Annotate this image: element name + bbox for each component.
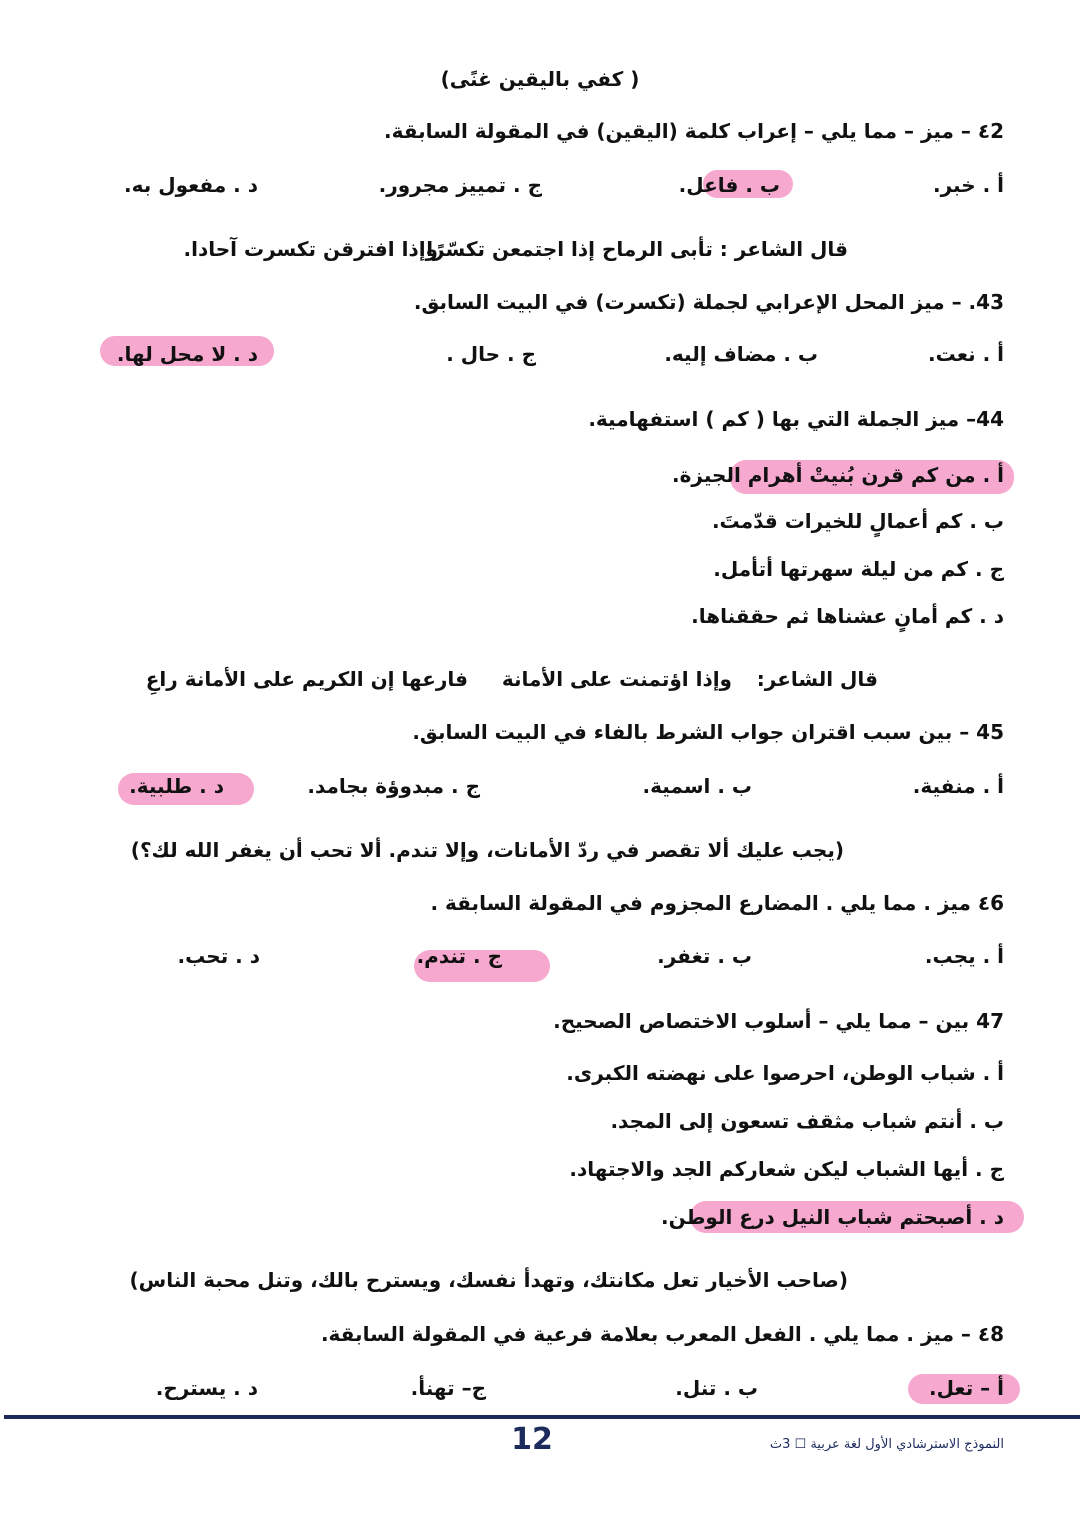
q45-option-d: د . طلبية. [129,774,224,798]
q42-option-a: أ . خبر. [933,173,1004,197]
q48-option-a: أ – تعل. [928,1376,1004,1400]
q44-option-c: ج . كم من ليلة سهرتها أتأمل. [713,557,1004,581]
q46-option-d: د . تحب. [177,944,260,968]
footer-title: النموذج الاسترشادي الأول لغة عربية ☐ 3ث [769,1437,1004,1452]
q44-option-b: ب . كم أعمالٍ للخيرات قدّمتَ. [711,509,1004,533]
q45-option-c: ج . مبدوؤة بجامد. [307,774,480,798]
q44-option-d: د . كم أمانٍ عشناها ثم حققناها. [691,604,1004,628]
q42-option-d: د . مفعول به. [124,173,258,197]
q43-verse-second: وإذا افترقن تكسرت آحادا. [183,237,438,261]
q44-option-a: أ . من كم قرن بُنيتْ أهرام الجيزة. [672,463,1004,487]
q46-option-b: ب . تغفر. [657,944,752,968]
q43-question: 43. – ميز المحل الإعرابي لجملة (تكسرت) في البيت السابق. [413,290,1004,314]
footer-rule [4,1415,1080,1419]
q48-option-b: ب . تنل. [675,1376,758,1400]
q48-question: ٤8 – ميز . مما يلي . الفعل المعرب بعلامة فرعية في المقولة السابقة. [320,1322,1004,1346]
q42-quote: ( كفي باليقين غنًى) [440,67,640,91]
q42-option-b: ب . فاعل. [678,173,780,197]
q47-option-d: د . أصبحتم شباب النيل درع الوطن. [660,1205,1004,1229]
q43-option-c: ج . حال . [446,342,536,366]
q43-option-b: ب . مضاف إليه. [664,342,818,366]
q46-question: ٤6 ميز . مما يلي . المضارع المجزوم في المقولة السابقة . [430,891,1004,915]
q43-option-d: د . لا محل لها. [116,342,258,366]
q45-verse-second: فارعها إن الكريم على الأمانة راعِ [145,667,468,691]
q43-option-a: أ . نعت. [928,342,1004,366]
q47-question: 47 بين – مما يلي – أسلوب الاختصاص الصحيح. [553,1009,1004,1033]
q46-option-c: ج . تندم. [416,944,502,968]
q48-quote: (صاحب الأخيار تعل مكانتك، وتهدأ نفسك، ويسترح بالك، وتنل محبة الناس) [129,1268,848,1292]
q42-option-c: ج . تمييز مجرور. [378,173,542,197]
q48-option-c: ج– تهنأ. [410,1376,486,1400]
q47-option-a: أ . شباب الوطن، احرصوا على نهضته الكبرى. [566,1061,1004,1085]
q46-option-a: أ . يجب. [924,944,1004,968]
q47-option-c: ج . أيها الشباب ليكن شعاركم الجد والاجتهاد. [569,1157,1004,1181]
q45-question: 45 – بين سبب اقتران جواب الشرط بالفاء في البيت السابق. [412,720,1004,744]
q48-option-d: د . يسترح. [155,1376,258,1400]
page-number: 12 [511,1422,553,1457]
q45-verse-first: وإذا اؤتمنت على الأمانة [501,667,732,691]
q45-verse-label: قال الشاعر: [756,667,878,691]
q47-option-b: ب . أنتم شباب مثقف تسعون إلى المجد. [610,1109,1004,1133]
q43-verse-first: قال الشاعر : تأبى الرماح إذا اجتمعن تكسّرًا [426,237,848,261]
q42-question: ٤2 – ميز – مما يلي – إعراب كلمة (اليقين) في المقولة السابقة. [383,119,1004,143]
q44-question: 44– ميز الجملة التي بها ( كم ) استفهامية. [588,407,1004,431]
q46-quote: (يجب عليك ألا تقصر في ردّ الأمانات، وإلا تندم. ألا تحب أن يغفر الله لك؟) [130,838,844,862]
q45-option-a: أ . منفية. [912,774,1004,798]
q45-option-b: ب . اسمية. [642,774,752,798]
